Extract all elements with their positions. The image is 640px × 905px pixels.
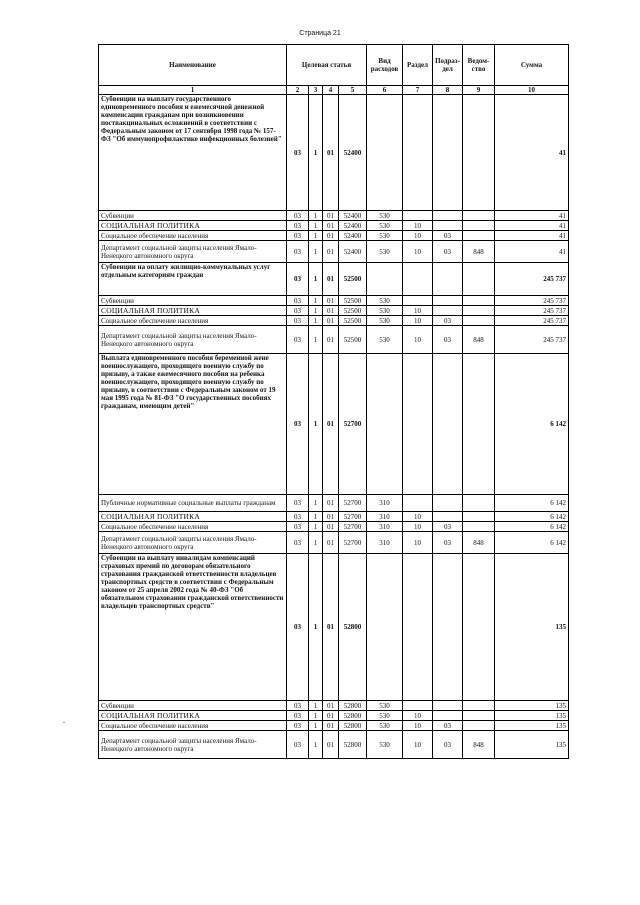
row-sum: 6 142 bbox=[495, 512, 569, 522]
table-row bbox=[99, 95, 569, 211]
row-code bbox=[463, 316, 495, 326]
row-code bbox=[403, 95, 433, 211]
row-code: 52500 bbox=[339, 306, 367, 316]
row-code: 10 bbox=[403, 241, 433, 263]
row-code bbox=[403, 354, 433, 495]
row-code: 01 bbox=[323, 241, 339, 263]
row-code bbox=[463, 296, 495, 306]
header-vid: Вид расходов bbox=[367, 45, 403, 86]
row-code: 03 bbox=[433, 231, 463, 241]
row-code: 1 bbox=[309, 512, 323, 522]
column-number: 1 bbox=[99, 86, 287, 95]
row-name: СОЦИАЛЬНАЯ ПОЛИТИКА bbox=[99, 711, 287, 721]
row-sum: 6 142 bbox=[495, 354, 569, 495]
row-code: 310 bbox=[367, 512, 403, 522]
row-code: 52400 bbox=[339, 95, 367, 211]
row-code: 10 bbox=[403, 522, 433, 532]
row-code: 10 bbox=[403, 231, 433, 241]
row-code bbox=[463, 211, 495, 221]
row-code: 03 bbox=[433, 532, 463, 554]
row-code: 03 bbox=[433, 316, 463, 326]
table-row bbox=[99, 731, 569, 759]
row-code: 52800 bbox=[339, 554, 367, 701]
table-row bbox=[99, 495, 569, 512]
row-name: Социальное обеспечение населения bbox=[99, 231, 287, 241]
row-code: 1 bbox=[309, 95, 323, 211]
row-code: 03 bbox=[287, 231, 309, 241]
row-code: 530 bbox=[367, 731, 403, 759]
table-row bbox=[99, 721, 569, 731]
row-sum: 245 737 bbox=[495, 296, 569, 306]
row-name: Выплата единовременного пособия беременной жене военнослужащего, проходящего военную службу по призыву, а также ежемесячного пособия на ребенка военнослужащего, проходящего военную службу по призыву, в соответствии с Федеральным законом от 19 мая 1995 года № 81-ФЗ "О государственных пособиях гражданам, имеющим детей" bbox=[99, 354, 287, 495]
row-code: 03 bbox=[287, 296, 309, 306]
table-row bbox=[99, 221, 569, 231]
row-code: 03 bbox=[287, 512, 309, 522]
row-sum: 135 bbox=[495, 721, 569, 731]
row-code: 01 bbox=[323, 701, 339, 711]
row-name: СОЦИАЛЬНАЯ ПОЛИТИКА bbox=[99, 306, 287, 316]
row-code bbox=[433, 263, 463, 296]
table-row bbox=[99, 296, 569, 306]
row-code bbox=[463, 263, 495, 296]
table-row bbox=[99, 512, 569, 522]
row-sum: 41 bbox=[495, 95, 569, 211]
row-code: 52400 bbox=[339, 231, 367, 241]
row-code: 10 bbox=[403, 326, 433, 354]
row-name: Субвенции bbox=[99, 211, 287, 221]
header-target: Целевая статья bbox=[287, 45, 367, 86]
row-code bbox=[367, 354, 403, 495]
row-code: 01 bbox=[323, 731, 339, 759]
row-code bbox=[463, 522, 495, 532]
row-name: Субвенции на оплату жилищно-коммунальных услуг отдельным категориям граждан bbox=[99, 263, 287, 296]
row-code: 530 bbox=[367, 241, 403, 263]
row-code: 530 bbox=[367, 211, 403, 221]
row-code: 01 bbox=[323, 326, 339, 354]
row-name: Социальное обеспечение населения bbox=[99, 316, 287, 326]
table-row bbox=[99, 354, 569, 495]
row-code: 10 bbox=[403, 731, 433, 759]
row-code: 52700 bbox=[339, 532, 367, 554]
row-code: 848 bbox=[463, 731, 495, 759]
column-number: 4 bbox=[323, 86, 339, 95]
row-code: 52500 bbox=[339, 296, 367, 306]
row-name: Субвенции bbox=[99, 296, 287, 306]
row-name: Департамент социальной защиты населения Ямало-Ненецкого автономного округа bbox=[99, 241, 287, 263]
row-code: 52400 bbox=[339, 241, 367, 263]
row-code: 310 bbox=[367, 532, 403, 554]
row-code: 530 bbox=[367, 306, 403, 316]
row-sum: 6 142 bbox=[495, 532, 569, 554]
row-code: 1 bbox=[309, 306, 323, 316]
row-code: 52800 bbox=[339, 731, 367, 759]
row-code: 530 bbox=[367, 316, 403, 326]
row-code bbox=[433, 296, 463, 306]
row-code: 848 bbox=[463, 532, 495, 554]
column-number: 5 bbox=[339, 86, 367, 95]
row-code bbox=[367, 554, 403, 701]
row-code bbox=[463, 711, 495, 721]
row-code: 530 bbox=[367, 326, 403, 354]
row-code: 52800 bbox=[339, 721, 367, 731]
row-code bbox=[463, 495, 495, 512]
row-code: 52700 bbox=[339, 512, 367, 522]
row-code: 03 bbox=[287, 95, 309, 211]
row-code: 1 bbox=[309, 711, 323, 721]
row-code: 1 bbox=[309, 241, 323, 263]
row-sum: 41 bbox=[495, 211, 569, 221]
row-code: 03 bbox=[287, 316, 309, 326]
row-sum: 245 737 bbox=[495, 263, 569, 296]
row-code: 01 bbox=[323, 231, 339, 241]
row-code: 530 bbox=[367, 296, 403, 306]
row-code: 1 bbox=[309, 326, 323, 354]
row-code: 03 bbox=[287, 326, 309, 354]
row-code: 848 bbox=[463, 326, 495, 354]
row-code: 01 bbox=[323, 95, 339, 211]
row-code: 310 bbox=[367, 522, 403, 532]
row-code: 01 bbox=[323, 554, 339, 701]
row-sum: 245 737 bbox=[495, 316, 569, 326]
row-code bbox=[463, 221, 495, 231]
row-code: 10 bbox=[403, 512, 433, 522]
row-code: 10 bbox=[403, 532, 433, 554]
row-code bbox=[367, 263, 403, 296]
row-code: 1 bbox=[309, 701, 323, 711]
row-code: 848 bbox=[463, 241, 495, 263]
row-name: Департамент социальной защиты населения Ямало-Ненецкого автономного округа bbox=[99, 532, 287, 554]
row-code: 03 bbox=[287, 532, 309, 554]
row-name: Социальное обеспечение населения bbox=[99, 522, 287, 532]
row-code: 03 bbox=[287, 522, 309, 532]
budget-table bbox=[98, 44, 569, 759]
row-code: 01 bbox=[323, 316, 339, 326]
table-row bbox=[99, 326, 569, 354]
table-row bbox=[99, 211, 569, 221]
table-row bbox=[99, 701, 569, 711]
row-code: 10 bbox=[403, 306, 433, 316]
row-sum: 41 bbox=[495, 241, 569, 263]
row-code bbox=[433, 554, 463, 701]
margin-mark bbox=[63, 722, 65, 723]
column-number: 10 bbox=[495, 86, 569, 95]
row-code: 52800 bbox=[339, 701, 367, 711]
row-code: 03 bbox=[287, 211, 309, 221]
row-code: 01 bbox=[323, 495, 339, 512]
row-name: СОЦИАЛЬНАЯ ПОЛИТИКА bbox=[99, 221, 287, 231]
row-sum: 135 bbox=[495, 711, 569, 721]
table-row bbox=[99, 532, 569, 554]
row-sum: 135 bbox=[495, 701, 569, 711]
row-code: 10 bbox=[403, 721, 433, 731]
row-code: 52700 bbox=[339, 354, 367, 495]
row-code bbox=[403, 701, 433, 711]
row-code: 03 bbox=[287, 354, 309, 495]
row-code: 03 bbox=[287, 721, 309, 731]
row-code bbox=[433, 211, 463, 221]
table-row bbox=[99, 316, 569, 326]
row-code bbox=[403, 263, 433, 296]
row-code: 1 bbox=[309, 495, 323, 512]
column-numbers-row bbox=[99, 86, 569, 95]
row-code: 03 bbox=[287, 495, 309, 512]
row-code: 1 bbox=[309, 231, 323, 241]
row-code: 530 bbox=[367, 721, 403, 731]
row-code bbox=[463, 354, 495, 495]
row-name: Публичные нормативные социальные выплаты гражданам bbox=[99, 495, 287, 512]
table-row bbox=[99, 231, 569, 241]
column-number: 8 bbox=[433, 86, 463, 95]
row-code: 1 bbox=[309, 554, 323, 701]
table-row bbox=[99, 263, 569, 296]
row-name: Департамент социальной защиты населения Ямало-Ненецкого автономного округа bbox=[99, 326, 287, 354]
row-code bbox=[463, 95, 495, 211]
row-code bbox=[463, 231, 495, 241]
row-code bbox=[463, 306, 495, 316]
row-code: 52500 bbox=[339, 326, 367, 354]
row-code: 1 bbox=[309, 316, 323, 326]
row-code: 10 bbox=[403, 711, 433, 721]
row-code: 03 bbox=[287, 711, 309, 721]
row-code: 1 bbox=[309, 211, 323, 221]
row-name: Департамент социальной защиты населения Ямало-Ненецкого автономного округа bbox=[99, 731, 287, 759]
row-name: СОЦИАЛЬНАЯ ПОЛИТИКА bbox=[99, 512, 287, 522]
row-code bbox=[463, 554, 495, 701]
column-number: 7 bbox=[403, 86, 433, 95]
row-code: 01 bbox=[323, 211, 339, 221]
row-code bbox=[433, 495, 463, 512]
row-code: 1 bbox=[309, 263, 323, 296]
row-name: Субвенции на выплату государственного единовременного пособия и ежемесячной денежной компенсации гражданам при возникновении поствакцинальных осложнений в соответствии с Федеральным законом от 17 сентября 1998 года № 157-ФЗ "Об иммунопрофилактике инфекционных болезней" bbox=[99, 95, 287, 211]
row-code: 1 bbox=[309, 221, 323, 231]
header-summa: Сумма bbox=[495, 45, 569, 86]
table-row bbox=[99, 522, 569, 532]
header-podrazdel: Подраз-дел bbox=[433, 45, 463, 86]
row-sum: 245 737 bbox=[495, 326, 569, 354]
row-sum: 6 142 bbox=[495, 495, 569, 512]
row-code: 03 bbox=[287, 554, 309, 701]
row-code bbox=[403, 211, 433, 221]
row-code: 52700 bbox=[339, 495, 367, 512]
header-vedomstvo: Ведом-ство bbox=[463, 45, 495, 86]
row-code: 03 bbox=[287, 306, 309, 316]
row-code: 01 bbox=[323, 522, 339, 532]
row-code: 03 bbox=[287, 731, 309, 759]
row-code: 01 bbox=[323, 711, 339, 721]
row-code: 01 bbox=[323, 721, 339, 731]
row-code: 03 bbox=[433, 241, 463, 263]
row-code: 1 bbox=[309, 532, 323, 554]
row-code bbox=[367, 95, 403, 211]
row-sum: 135 bbox=[495, 554, 569, 701]
row-code: 1 bbox=[309, 731, 323, 759]
row-sum: 41 bbox=[495, 221, 569, 231]
row-code bbox=[403, 296, 433, 306]
row-code: 03 bbox=[287, 701, 309, 711]
row-code: 01 bbox=[323, 532, 339, 554]
row-code: 01 bbox=[323, 306, 339, 316]
table-row bbox=[99, 711, 569, 721]
row-name: Субвенции bbox=[99, 701, 287, 711]
header-name: Наименование bbox=[99, 45, 287, 86]
row-code: 03 bbox=[433, 326, 463, 354]
row-sum: 135 bbox=[495, 731, 569, 759]
row-code: 530 bbox=[367, 701, 403, 711]
row-code bbox=[463, 721, 495, 731]
row-code: 10 bbox=[403, 221, 433, 231]
row-code bbox=[433, 701, 463, 711]
row-code: 52700 bbox=[339, 522, 367, 532]
row-code bbox=[433, 306, 463, 316]
row-code: 01 bbox=[323, 354, 339, 495]
row-code bbox=[433, 711, 463, 721]
row-code: 52500 bbox=[339, 263, 367, 296]
row-code bbox=[463, 701, 495, 711]
row-code: 01 bbox=[323, 296, 339, 306]
row-code: 1 bbox=[309, 296, 323, 306]
row-name: Социальное обеспечение населения bbox=[99, 721, 287, 731]
row-code bbox=[403, 554, 433, 701]
row-code: 310 bbox=[367, 495, 403, 512]
row-code bbox=[463, 512, 495, 522]
column-number: 3 bbox=[309, 86, 323, 95]
row-code: 03 bbox=[287, 263, 309, 296]
row-code bbox=[433, 512, 463, 522]
column-number: 6 bbox=[367, 86, 403, 95]
row-code: 03 bbox=[287, 221, 309, 231]
column-number: 2 bbox=[287, 86, 309, 95]
row-sum: 6 142 bbox=[495, 522, 569, 532]
row-sum: 41 bbox=[495, 231, 569, 241]
row-code: 1 bbox=[309, 354, 323, 495]
row-code: 01 bbox=[323, 263, 339, 296]
header-razdel: Раздел bbox=[403, 45, 433, 86]
row-code: 01 bbox=[323, 512, 339, 522]
row-code: 52400 bbox=[339, 221, 367, 231]
row-code bbox=[433, 221, 463, 231]
table-row bbox=[99, 241, 569, 263]
table-row bbox=[99, 306, 569, 316]
row-name: Субвенции на выплату инвалидам компенсаций страховых премий по договорам обязательного страхования гражданской ответственности владельцев транспортных средств в соответствии с Федеральным законом от 25 апреля 2002 года № 40-ФЗ "Об обязательном страховании гражданской ответственности владельцев транспортных средств" bbox=[99, 554, 287, 701]
row-code: 52800 bbox=[339, 711, 367, 721]
row-code: 1 bbox=[309, 721, 323, 731]
row-code: 03 bbox=[287, 241, 309, 263]
row-code: 03 bbox=[433, 731, 463, 759]
page-header: Страница 21 bbox=[299, 30, 341, 37]
row-code: 52500 bbox=[339, 316, 367, 326]
row-code: 10 bbox=[403, 316, 433, 326]
table-row bbox=[99, 554, 569, 701]
row-code bbox=[403, 495, 433, 512]
row-sum: 245 737 bbox=[495, 306, 569, 316]
row-code: 01 bbox=[323, 221, 339, 231]
row-code bbox=[433, 354, 463, 495]
row-code: 03 bbox=[433, 522, 463, 532]
row-code: 52400 bbox=[339, 211, 367, 221]
row-code: 530 bbox=[367, 711, 403, 721]
column-number: 9 bbox=[463, 86, 495, 95]
row-code bbox=[433, 95, 463, 211]
row-code: 530 bbox=[367, 231, 403, 241]
row-code: 530 bbox=[367, 221, 403, 231]
row-code: 1 bbox=[309, 522, 323, 532]
row-code: 03 bbox=[433, 721, 463, 731]
